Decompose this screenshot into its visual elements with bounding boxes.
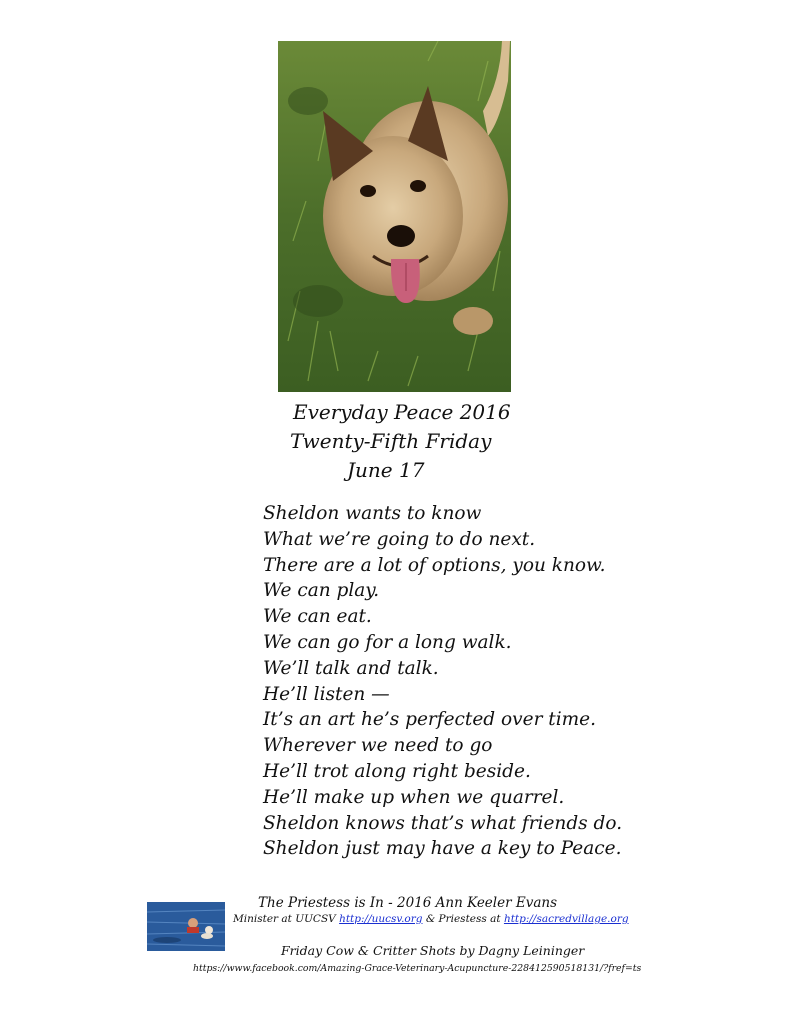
- poem-line: We’ll talk and talk.: [263, 657, 439, 679]
- dog-photo-illustration: [278, 41, 511, 392]
- poem-line: We can play.: [263, 580, 380, 602]
- poem-line: It’s an art he’s perfected over time.: [263, 709, 597, 731]
- poem-line: Sheldon knows that’s what friends do.: [263, 812, 623, 834]
- photo-credit: Friday Cow & Critter Shots by Dagny Leininger: [281, 943, 585, 958]
- swimmers-photo: [147, 902, 225, 951]
- poem-line: There are a lot of options, you know.: [263, 554, 606, 576]
- poem-line: Sheldon just may have a key to Peace.: [263, 838, 622, 860]
- poem-line: Wherever we need to go: [263, 735, 493, 757]
- uucsv-link[interactable]: http://uucsv.org: [339, 913, 423, 925]
- dog-photo: [278, 41, 511, 392]
- minister-label: Minister at UUCSV: [233, 913, 340, 925]
- facebook-url: https://www.facebook.com/Amazing-Grace-Veterinary-Acupuncture-228412590518131/?fref=ts: [193, 963, 642, 974]
- poem-line: Sheldon wants to know: [263, 503, 482, 524]
- poem-line: We can eat.: [263, 606, 372, 628]
- page-date: June 17: [347, 458, 425, 482]
- page-title: Everyday Peace 2016: [293, 400, 511, 424]
- affiliation-line: [233, 913, 629, 925]
- poem-line: He’ll make up when we quarrel.: [263, 786, 565, 808]
- poem-line: We can go for a long walk.: [263, 631, 512, 653]
- credit-line: The Priestess is In - 2016 Ann Keeler Evans: [258, 895, 558, 911]
- poem-line: He’ll listen —: [263, 683, 390, 705]
- poem: [263, 501, 622, 862]
- poem-line: What we’re going to do next.: [263, 528, 536, 550]
- page-subtitle: Twenty-Fifth Friday: [290, 429, 492, 453]
- sacredvillage-link[interactable]: http://sacredvillage.org: [503, 913, 629, 925]
- priestess-label: & Priestess at: [422, 913, 504, 925]
- poem-line: He’ll trot along right beside.: [263, 760, 531, 782]
- swimmers-photo-illustration: [147, 902, 225, 951]
